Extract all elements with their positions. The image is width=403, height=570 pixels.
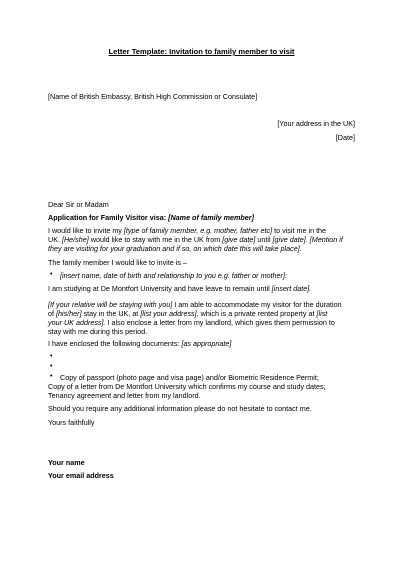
studying-paragraph xyxy=(48,284,358,293)
document-3: Tenancy agreement and letter from my landlord. xyxy=(48,391,201,400)
invite-text-2: to visit me in the xyxy=(274,226,327,235)
document-2: Copy of a letter from De Montfort University which confirms my course and study dates; xyxy=(48,382,326,391)
enclosed-placeholder: [as appropriate] xyxy=(181,339,232,348)
invite-placeholder-graduation: they are visiting for your graduation and if so, on which date this will take place]. xyxy=(48,244,302,253)
date-line: [Date] xyxy=(335,133,355,142)
accommodate-text-5: I also enclose a letter from my landlord, which gives them permission to xyxy=(107,318,335,327)
bullet-document-2 xyxy=(50,363,52,370)
accommodate-paragraph xyxy=(48,300,358,336)
further-info: Should you require any additional information please do not hesitate to contact me. xyxy=(48,404,312,413)
invite-placeholder-mention: [Mention if xyxy=(309,235,343,244)
accommodate-placeholder-uk-address: your UK address]. xyxy=(48,318,106,327)
embassy-line: [Name of British Embassy, British High Commission or Consulate] xyxy=(48,92,258,101)
studying-placeholder-date: [insert date]. xyxy=(271,284,312,293)
application-prefix: Application for Family Visitor visa: xyxy=(48,213,167,222)
bullet-document-3 xyxy=(50,373,52,380)
insert-name-line: [insert name, date of birth and relationship to you e.g. father or mother]: xyxy=(60,271,287,280)
invite-text-1: I would like to invite my xyxy=(48,226,122,235)
accommodate-placeholder-relative: [If your relative will be staying with you] xyxy=(48,300,173,309)
invite-paragraph xyxy=(48,226,358,253)
your-name: Your name xyxy=(48,458,85,467)
accommodate-text-3: stay in the UK, at xyxy=(83,309,139,318)
invite-placeholder-date-from: [give date] xyxy=(222,235,256,244)
invite-text-4: would like to stay with me in the UK from xyxy=(90,235,221,244)
invite-placeholder-pronoun: [He/she] xyxy=(61,235,89,244)
invite-text-3: UK. xyxy=(48,235,60,244)
invite-text-5: until xyxy=(257,235,271,244)
closing: Yours faithfully xyxy=(48,418,95,427)
accommodate-placeholder-list: [list xyxy=(316,309,328,318)
studying-text: I am studying at De Montfort University and have leave to remain until xyxy=(48,284,270,293)
letter-title: Letter Template: Invitation to family member to visit xyxy=(108,47,295,56)
salutation: Dear Sir or Madam xyxy=(48,200,109,209)
invite-placeholder-date-until: [give date]. xyxy=(272,235,308,244)
accommodate-text-2: of xyxy=(48,309,54,318)
accommodate-text-6: stay with me during this period. xyxy=(48,327,148,336)
enclosed-line xyxy=(48,339,358,348)
accommodate-text-4: which is a private rented property at xyxy=(200,309,315,318)
application-heading xyxy=(48,213,358,222)
family-member-intro: The family member I would like to invite is – xyxy=(48,258,188,267)
bullet-insert-name xyxy=(50,271,52,278)
document-1: Copy of passport (photo page and visa page) and/or Biometric Residence Permit; xyxy=(60,373,319,382)
your-email: Your email address xyxy=(48,471,114,480)
application-family-member: [Name of family member] xyxy=(168,213,254,222)
enclosed-text: I have enclosed the following documents: xyxy=(48,339,180,348)
your-address-line: [Your address in the UK] xyxy=(277,119,355,128)
accommodate-text-1: I am able to accommodate my visitor for the duration xyxy=(174,300,342,309)
accommodate-placeholder-pronoun: [his/her] xyxy=(56,309,82,318)
bullet-document-1 xyxy=(50,353,52,360)
invite-placeholder-type: [type of family member, e.g. mother, father etc] xyxy=(123,226,273,235)
accommodate-placeholder-address: [list your address], xyxy=(140,309,199,318)
